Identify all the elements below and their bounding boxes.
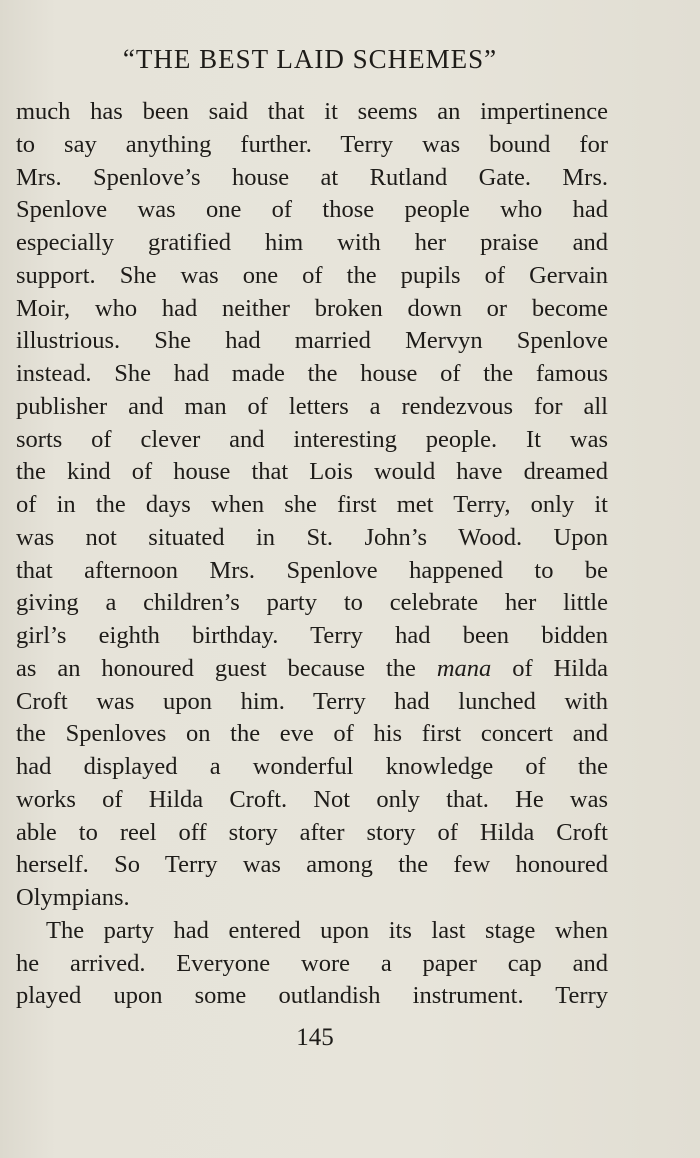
paragraph-last-line: Olympians. xyxy=(16,884,130,911)
text-line: the kind of house that Lois would have dreamed xyxy=(16,458,608,486)
text-line: the Spenloves on the eve of his first concert and xyxy=(16,720,608,748)
text-segment: as an honoured guest because the xyxy=(16,654,437,682)
running-head: “THE BEST LAID SCHEMES” xyxy=(122,44,498,74)
text-line: played upon some outlandish instrument. Terry xyxy=(16,982,608,1010)
text-line: sorts of clever and interesting people. It was xyxy=(16,425,608,453)
text-line: he arrived. Everyone wore a paper cap and xyxy=(16,949,608,977)
text-line: Spenlove was one of those people who had xyxy=(16,196,608,224)
text-line: especially gratified him with her praise and xyxy=(16,229,608,256)
text-line: support. She was one of the pupils of Gervain xyxy=(16,261,608,289)
text-line: illustrious. She had married Mervyn Spenlove xyxy=(16,327,608,355)
text-line: of in the days when she first met Terry, only it xyxy=(16,491,608,518)
text-segment: of Hilda xyxy=(491,654,608,682)
text-line-with-italic xyxy=(16,653,608,686)
italic-word: mana xyxy=(436,654,492,682)
text-line: Moir, who had neither broken down or become xyxy=(16,294,608,322)
body-text xyxy=(16,96,608,1013)
text-line: publisher and man of letters a rendezvous for all xyxy=(16,392,608,420)
paragraph-first-line: The party had entered upon its last stage when xyxy=(46,916,608,944)
text-line: was not situated in St. John’s Wood. Upon xyxy=(16,523,608,551)
text-line: to say anything further. Terry was bound for xyxy=(16,130,608,158)
text-line: able to reel off story after story of Hilda Croft xyxy=(16,818,608,846)
text-line: Mrs. Spenlove’s house at Rutland Gate. Mrs. xyxy=(16,163,608,191)
text-line: that afternoon Mrs. Spenlove happened to be xyxy=(16,556,608,584)
text-line: giving a children’s party to celebrate her little xyxy=(16,589,608,617)
page-number: 145 xyxy=(296,1024,334,1051)
text-line: Croft was upon him. Terry had lunched with xyxy=(16,687,608,715)
text-line: works of Hilda Croft. Not only that. He was xyxy=(16,785,608,813)
text-line: girl’s eighth birthday. Terry had been bidden xyxy=(16,622,608,649)
text-line: herself. So Terry was among the few honoured xyxy=(16,851,608,879)
text-line: much has been said that it seems an impertinence xyxy=(16,98,608,125)
text-line: had displayed a wonderful knowledge of the xyxy=(16,753,608,780)
text-line: instead. She had made the house of the famous xyxy=(16,360,608,387)
